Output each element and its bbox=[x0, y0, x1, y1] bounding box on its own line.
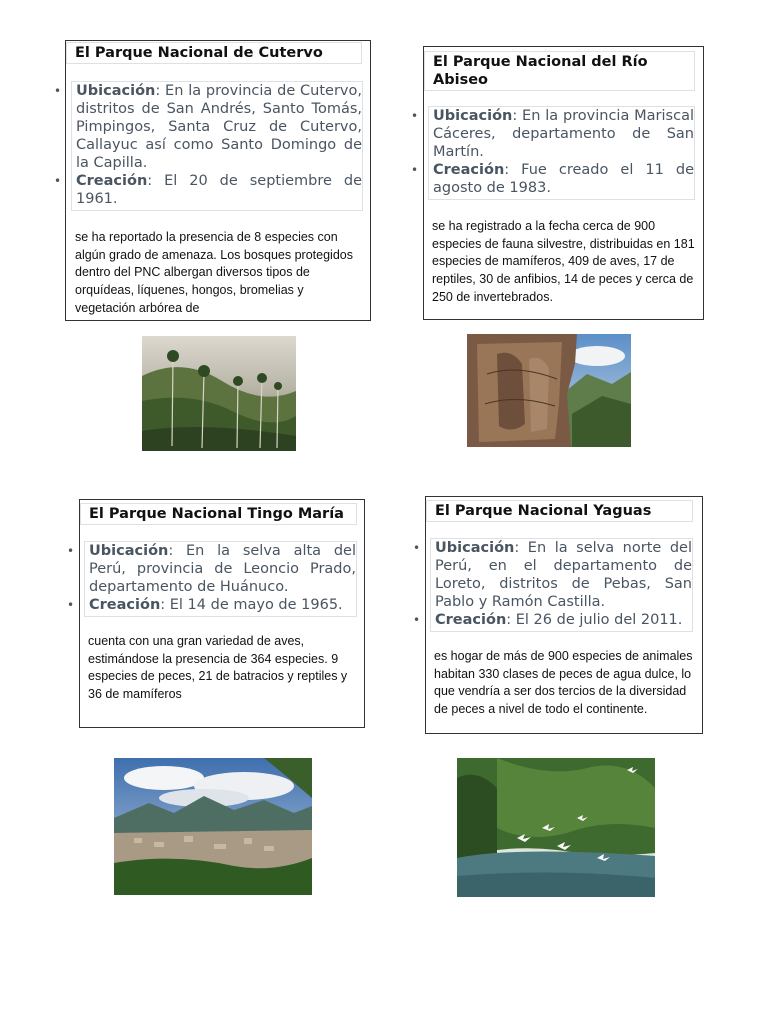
fact-value: : Fue creado el 11 de agosto de 1983. bbox=[433, 162, 694, 196]
park-title: El Parque Nacional de Cutervo bbox=[66, 42, 362, 64]
fact-label: Ubicación bbox=[433, 108, 513, 124]
fact-value: : En la provincia Mariscal Cáceres, departamento de San Martín. bbox=[433, 108, 694, 160]
park-facts bbox=[413, 538, 693, 632]
fact-creacion bbox=[54, 172, 362, 208]
fact-ubicacion bbox=[67, 542, 356, 596]
bullet-icon: • bbox=[413, 613, 421, 627]
fact-label: Ubicación bbox=[89, 543, 169, 559]
fact-label: Creación bbox=[89, 597, 161, 613]
park-description: es hogar de más de 900 especies de animales habitan 330 clases de peces de agua dulce, lo que vendría a ser dos tercios de la diversidad de peces a nivel de todo el continente. bbox=[434, 649, 693, 717]
bullet-icon: • bbox=[411, 109, 419, 123]
park-facts bbox=[54, 81, 363, 211]
park-description: se ha registrado a la fecha cerca de 900 especies de fauna silvestre, distribuidas en 181 especies de mamíferos, 409 de aves, 17 de reptiles, 30 de anfibios, 14 de peces y cerca de 250 de invertebrados. bbox=[432, 219, 695, 304]
bullet-icon: • bbox=[411, 163, 419, 177]
bullet-icon: • bbox=[67, 598, 75, 612]
jungle-river-birds-photo bbox=[457, 758, 655, 897]
park-title: El Parque Nacional del Río Abiseo bbox=[424, 51, 695, 91]
park-description: cuenta con una gran variedad de aves, estimándose la presencia de 364 especies. 9 especies de peces, 21 de batracios y reptiles y 36 de mamíferos bbox=[88, 634, 348, 702]
bullet-icon: • bbox=[413, 541, 421, 555]
fact-value: : El 14 de mayo de 1965. bbox=[160, 597, 343, 613]
bullet-icon: • bbox=[54, 174, 62, 188]
fact-ubicacion bbox=[411, 107, 694, 161]
carved-rock-cliff-photo bbox=[467, 334, 631, 447]
town-valley-mountains-photo bbox=[114, 758, 312, 895]
fact-ubicacion bbox=[413, 539, 692, 611]
fact-ubicacion bbox=[54, 82, 362, 172]
park-title: El Parque Nacional Yaguas bbox=[426, 500, 693, 522]
fact-creacion bbox=[411, 161, 694, 197]
fact-value: : En la selva norte del Perú, en el departamento de Loreto, distritos de Pebas, San Pablo y Ramón Castilla. bbox=[435, 540, 692, 610]
fact-creacion bbox=[413, 611, 692, 629]
fact-label: Creación bbox=[76, 173, 148, 189]
fact-value: : En la selva alta del Perú, provincia de Leoncio Prado, departamento de Huánuco. bbox=[89, 543, 356, 595]
park-title: El Parque Nacional Tingo María bbox=[80, 503, 357, 525]
fact-label: Creación bbox=[433, 162, 505, 178]
fact-label: Ubicación bbox=[76, 83, 156, 99]
fact-label: Creación bbox=[435, 612, 507, 628]
park-description: se ha reportado la presencia de 8 especies con algún grado de amenaza. Los bosques protegidos dentro del PNC albergan diversos tipos de orquídeas, líquenes, hongos, bromelias y vegetación arbórea de bbox=[75, 230, 353, 315]
bullet-icon: • bbox=[67, 544, 75, 558]
bullet-icon: • bbox=[54, 84, 62, 98]
misty-palm-forest-photo bbox=[142, 336, 296, 451]
park-facts bbox=[411, 106, 695, 200]
park-facts bbox=[67, 541, 357, 617]
fact-value: : El 20 de septiembre de 1961. bbox=[76, 173, 362, 207]
fact-value: : El 26 de julio del 2011. bbox=[506, 612, 683, 628]
fact-label: Ubicación bbox=[435, 540, 515, 556]
fact-value: : En la provincia de Cutervo, distritos de San Andrés, Santo Tomás, Pimpingos, Santa Cruz de Cutervo, Callayuc así como Santo Domingo de la Capilla. bbox=[76, 83, 362, 171]
fact-creacion bbox=[67, 596, 356, 614]
